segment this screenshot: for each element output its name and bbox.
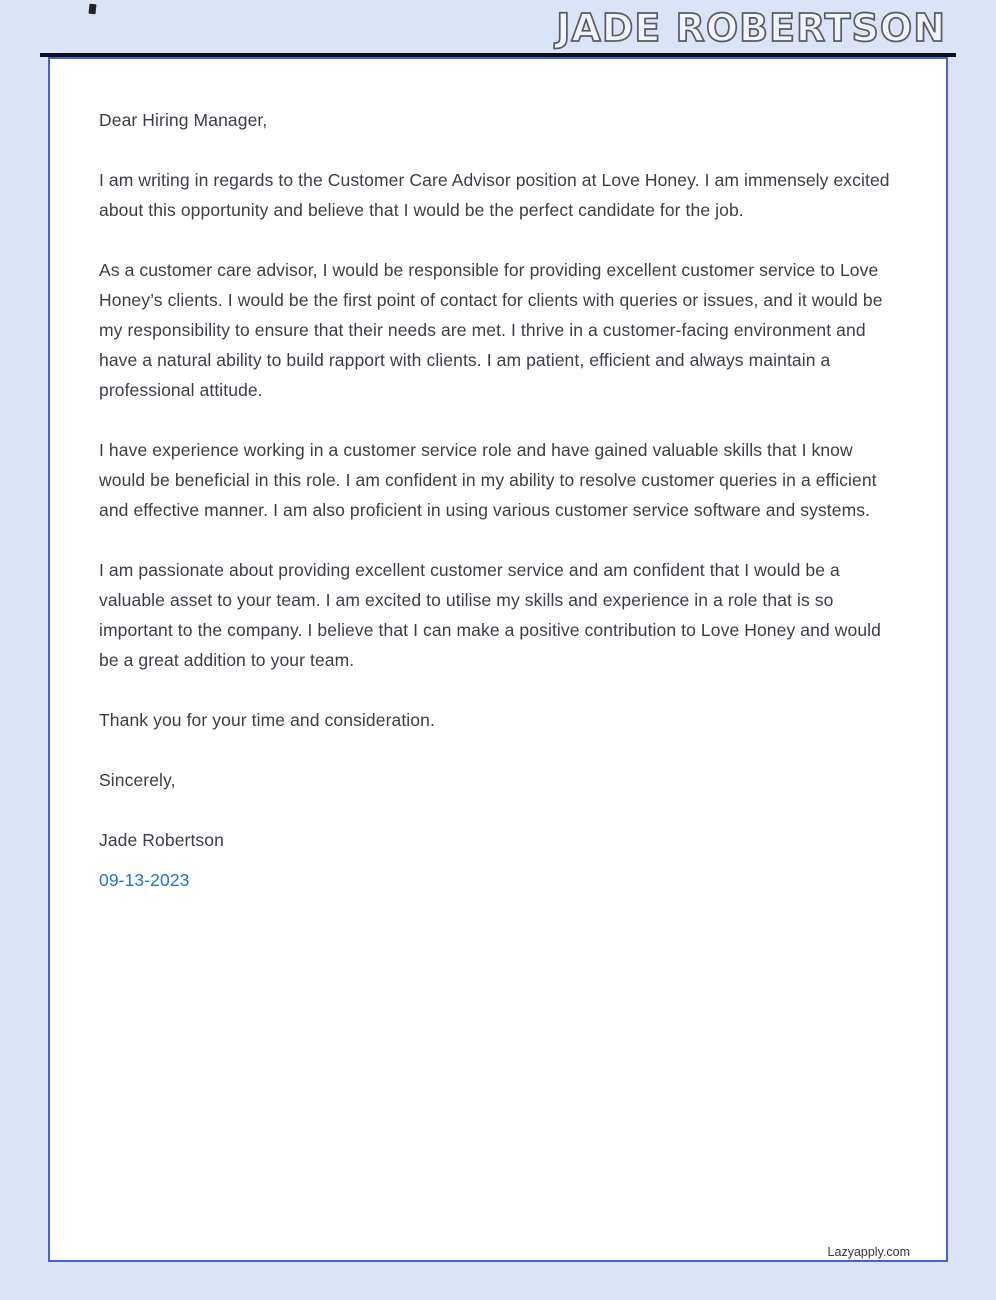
closing: Sincerely, [99, 770, 176, 790]
letter-paragraph-5: Thank you for your time and consideration. [99, 710, 435, 730]
signature-name: Jade Robertson [99, 830, 224, 850]
letter-date: 09-13-2023 [99, 870, 190, 890]
page-title: JADE ROBERTSON [556, 6, 946, 50]
letter-page [48, 57, 948, 1262]
letter-paragraph-2: As a customer care advisor, I would be responsible for providing excellent customer service to Love Honey’s clients. I would be the first point of contact for clients with queries or issues, and it would be my responsibility to ensure that their needs are met. I thrive in a customer-facing environment and have a natural ability to build rapport with clients. I am patient, efficient and always maintain a professional attitude. [99, 260, 883, 400]
header [0, 0, 996, 54]
letter-paragraph-3: I have experience working in a customer service role and have gained valuable skills that I know would be beneficial in this role. I am confident in my ability to resolve customer queries in a efficient and effective manner. I am also proficient in using various customer service software and systems. [99, 440, 877, 520]
letter-paragraph-4: I am passionate about providing excellent customer service and am confident that I would be a valuable asset to your team. I am excited to utilise my skills and experience in a role that is so important to the company. I believe that I can make a positive contribution to Love Honey and would be a great addition to your team. [99, 560, 881, 670]
watermark: Lazyapply.com [827, 1245, 910, 1259]
letter-paragraph-1: I am writing in regards to the Customer Care Advisor position at Love Honey. I am immensely excited about this opportunity and believe that I would be the perfect candidate for the job. [99, 170, 890, 220]
salutation: Dear Hiring Manager, [99, 110, 268, 130]
